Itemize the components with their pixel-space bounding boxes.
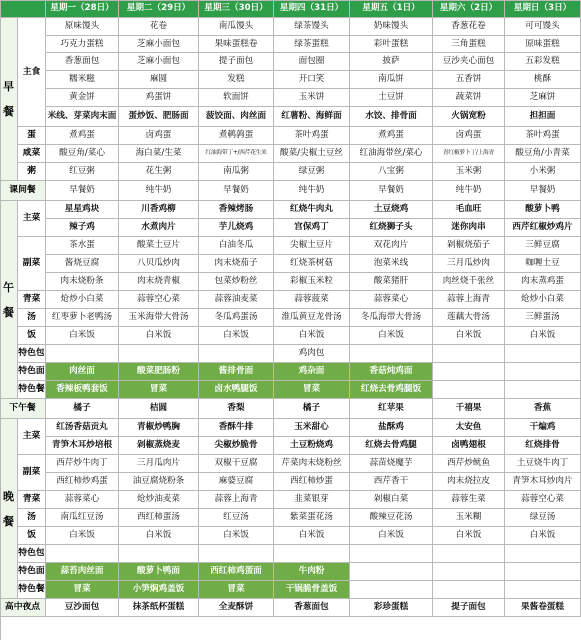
category-label: 青菜: [18, 491, 46, 509]
menu-item: 披萨: [350, 53, 433, 71]
menu-item: 迷你肉串: [433, 219, 505, 237]
menu-item: 纯牛奶: [433, 181, 505, 201]
menu-item: 小米粥: [505, 163, 581, 181]
menu-item: 西红柿鸡蛋面: [199, 563, 274, 581]
menu-item: 奶味馒头: [350, 18, 433, 36]
menu-item: 巧克力蛋糕: [46, 36, 119, 53]
menu-item: 蒜蓉空心菜: [119, 291, 199, 309]
menu-item: 蛋炒饭、肥肠面: [119, 107, 199, 127]
menu-item: 干煸鸡: [505, 419, 581, 437]
menu-item: 卤水鸭腿饭: [199, 381, 274, 399]
menu-item: 卤鸡蛋: [433, 127, 505, 145]
menu-item: 麻圆: [119, 71, 199, 89]
menu-item: 红豆粥: [46, 163, 119, 181]
menu-item: 担担面: [505, 107, 581, 127]
menu-item: 紫菜蛋花汤: [274, 509, 350, 527]
menu-item: 尖椒炒脆骨: [199, 437, 274, 455]
menu-item: 三鲜蛋汤: [505, 309, 581, 327]
menu-item: 全麦酥饼: [199, 599, 274, 617]
menu-item: 芝麻小面包: [119, 53, 199, 71]
menu-item: 彩椒玉米粒: [274, 273, 350, 291]
menu-item: 西芹炒牛肉丁: [46, 455, 119, 473]
menu-item: 白米饭: [433, 527, 505, 545]
menu-item: 酸萝卜鸭: [505, 201, 581, 219]
menu-item: 水饺、排骨面: [350, 107, 433, 127]
menu-item: 酸豆角/小青菜: [505, 145, 581, 163]
menu-item: 酱烧豆腐: [46, 255, 119, 273]
menu-item: 茶叶鸡蛋: [274, 127, 350, 145]
menu-item: 炝炒油麦菜: [119, 491, 199, 509]
menu-item: 土豆粉烧鸡: [274, 437, 350, 455]
menu-item: 南瓜红豆汤: [46, 509, 119, 527]
day-header: 星期日（3日）: [505, 0, 581, 18]
menu-item: 西芹红椒炒鸡片: [505, 219, 581, 237]
menu-item: 蒜蓉菜心: [350, 291, 433, 309]
menu-item: 软面饼: [199, 89, 274, 107]
menu-item: 原味蛋糕: [505, 36, 581, 53]
menu-item: 糯米糍: [46, 71, 119, 89]
menu-item: 剁椒蒸烧麦: [119, 437, 199, 455]
menu-item: 五香饼: [433, 71, 505, 89]
menu-item: 玉米甜心: [274, 419, 350, 437]
menu-item: 面包圈: [274, 53, 350, 71]
menu-item: [46, 345, 119, 363]
menu-item: 米线、芽菜肉末面: [46, 107, 119, 127]
menu-item: 肉末烧拉皮: [433, 473, 505, 491]
menu-item: 白米饭: [199, 527, 274, 545]
menu-item: 水煮肉片: [119, 219, 199, 237]
menu-item: 五彩发糕: [505, 53, 581, 71]
menu-item: 剁椒白菜: [350, 491, 433, 509]
menu-item: 原味馒头: [46, 18, 119, 36]
menu-item: [350, 545, 433, 563]
menu-item: 酸豆角/菜心: [46, 145, 119, 163]
day-header: 星期四（31日）: [274, 0, 350, 18]
category-label: 青菜: [18, 291, 46, 309]
category-label: 饭: [18, 327, 46, 345]
menu-item: 白米饭: [274, 327, 350, 345]
menu-item: 油豆腐烧粉条: [119, 473, 199, 491]
menu-item: 土豆烧牛肉丁: [505, 455, 581, 473]
menu-item: 白米饭: [46, 327, 119, 345]
menu-item: 韭菜银芽: [274, 491, 350, 509]
breakfast-label: 早 餐: [0, 18, 18, 181]
menu-item: 茶叶鸡蛋: [505, 127, 581, 145]
menu-item: 红油海带丁+/西芹花生米: [199, 145, 274, 163]
menu-item: [505, 545, 581, 563]
menu-item: 桃酥: [505, 71, 581, 89]
menu-item: 早餐奶: [350, 181, 433, 201]
menu-item: 蒜蓉菠菜: [274, 291, 350, 309]
menu-item: [119, 345, 199, 363]
menu-item: 西红柿蛋汤: [119, 509, 199, 527]
menu-item: 白米饭: [350, 327, 433, 345]
lunch-label: 午 餐: [0, 201, 18, 399]
category-label: 蛋: [18, 127, 46, 145]
day-header: 星期五（1日）: [350, 0, 433, 18]
menu-item: 白米饭: [199, 327, 274, 345]
day-header: 星期六（2日）: [433, 0, 505, 18]
menu-item: 卤鸡蛋: [119, 127, 199, 145]
menu-item: 果味蛋糕卷: [199, 36, 274, 53]
menu-item: 三月瓜炒肉: [433, 255, 505, 273]
category-label: 粥: [18, 163, 46, 181]
category-label: 特色餐: [18, 581, 46, 599]
menu-item: 红油海带丝/菜心: [350, 145, 433, 163]
day-header: 星期一（28日）: [46, 0, 119, 18]
menu-item: [433, 381, 505, 399]
menu-item: 火锅宽粉: [433, 107, 505, 127]
menu-item: 酸辣豆花汤: [350, 509, 433, 527]
menu-item: [433, 581, 505, 599]
menu-item: 香蕉: [505, 399, 581, 419]
menu-item: 白米饭: [350, 527, 433, 545]
menu-item: 土豆烧鸡: [350, 201, 433, 219]
menu-item: 冬瓜海带大骨汤: [350, 309, 433, 327]
menu-item: [433, 363, 505, 381]
menu-item: 桔圆: [119, 399, 199, 419]
afternoon-label: 下午餐: [0, 399, 46, 419]
menu-item: 肉丝烧千张丝: [433, 273, 505, 291]
menu-item: 炝炒小白菜: [505, 291, 581, 309]
category-label: 汤: [18, 309, 46, 327]
menu-item: 酸菜/尖椒土豆丝: [274, 145, 350, 163]
menu-item: 红烧去骨鸡腿饭: [350, 381, 433, 399]
menu-item: 肉丝面: [46, 363, 119, 381]
snack-label: 课间餐: [0, 181, 46, 201]
menu-item: 蒜蓉上海青: [199, 491, 274, 509]
menu-item: 抹茶纸杯蛋糕: [119, 599, 199, 617]
menu-item: 绿茶蛋糕: [274, 36, 350, 53]
menu-item: 西红柿炒蛋: [274, 473, 350, 491]
menu-item: [433, 345, 505, 363]
menu-item: 双花肉片: [350, 237, 433, 255]
menu-item: [199, 345, 274, 363]
menu-item: [350, 581, 433, 599]
day-header: 星期二（29日）: [119, 0, 199, 18]
menu-item: 鸡杂面: [274, 363, 350, 381]
menu-item: 香梨: [199, 399, 274, 419]
menu-item: 绿茶馒头: [274, 18, 350, 36]
menu-item: [350, 345, 433, 363]
menu-item: [433, 563, 505, 581]
menu-item: 彩珍蛋糕: [350, 599, 433, 617]
menu-item: 花卷: [119, 18, 199, 36]
menu-item: 早餐奶: [199, 181, 274, 201]
menu-item: 发糕: [199, 71, 274, 89]
menu-item: 剁椒烧茄子: [433, 237, 505, 255]
menu-item: 肉末烧茄子: [199, 255, 274, 273]
menu-item: 宫保鸡丁: [274, 219, 350, 237]
menu-item: 白米饭: [119, 527, 199, 545]
menu-item: 酸萝卜鸭面: [119, 563, 199, 581]
night-label: 高中夜点: [0, 599, 46, 617]
menu-item: 白米饭: [119, 327, 199, 345]
menu-item: 煮鸡蛋: [46, 127, 119, 145]
menu-item: 青笋木耳炒培根: [46, 437, 119, 455]
menu-item: 冒菜: [46, 581, 119, 599]
menu-item: 纯牛奶: [119, 181, 199, 201]
menu-item: 蒜蓉油麦菜: [199, 291, 274, 309]
menu-item: 南瓜饼: [350, 71, 433, 89]
menu-item: 酱排骨面: [199, 363, 274, 381]
category-label: 主菜: [18, 201, 46, 237]
menu-item: 麻婆豆腐: [199, 473, 274, 491]
menu-item: 泡菜米线: [350, 255, 433, 273]
menu-item: 千禧果: [433, 399, 505, 419]
menu-item: 干锅脆骨盖饭: [274, 581, 350, 599]
menu-item: 毛血旺: [433, 201, 505, 219]
category-label: 饭: [18, 527, 46, 545]
menu-item: 白米饭: [46, 527, 119, 545]
menu-item: 蒜蓉菜心: [46, 491, 119, 509]
category-label: 特色面: [18, 363, 46, 381]
menu-item: 纯牛奶: [274, 181, 350, 201]
menu-item: 蒜苗烧魔芋: [350, 455, 433, 473]
menu-item: 白米饭: [505, 327, 581, 345]
menu-item: 玉米粥: [433, 163, 505, 181]
menu-item: [274, 545, 350, 563]
menu-item: 煮鸡蛋: [350, 127, 433, 145]
category-label: 特色餐: [18, 381, 46, 399]
category-label: 主菜: [18, 419, 46, 455]
menu-item: 鸡肉包: [274, 345, 350, 363]
menu-item: [433, 545, 505, 563]
menu-item: 尖椒土豆片: [274, 237, 350, 255]
menu-item: 白油冬瓜: [199, 237, 274, 255]
menu-item: 红枣萝卜老鸭汤: [46, 309, 119, 327]
menu-item: 三角蛋糕: [433, 36, 505, 53]
menu-item: 西芹香干: [350, 473, 433, 491]
menu-item: 芝麻小面包: [119, 36, 199, 53]
menu-item: 豆沙面包: [46, 599, 119, 617]
menu-item: 星星鸡块: [46, 201, 119, 219]
menu-item: 辣子鸡: [46, 219, 119, 237]
menu-item: 果酱卷蛋糕: [505, 599, 581, 617]
menu-item: 西红柿炒鸡蛋: [46, 473, 119, 491]
menu-item: [199, 545, 274, 563]
menu-item: [505, 581, 581, 599]
menu-item: 红烧茶树菇: [274, 255, 350, 273]
menu-item: 冒菜: [119, 381, 199, 399]
menu-item: 黄金饼: [46, 89, 119, 107]
menu-item: 酸菜猪肝: [350, 273, 433, 291]
menu-item: 香辣烤肠: [199, 201, 274, 219]
menu-item: 南瓜粥: [199, 163, 274, 181]
menu-item: 盐酥鸡: [350, 419, 433, 437]
menu-item: 双椒干豆腐: [199, 455, 274, 473]
menu-item: 蒜苔肉丝面: [46, 563, 119, 581]
menu-item: 小笋焖鸡盖饭: [119, 581, 199, 599]
menu-item: [46, 545, 119, 563]
menu-item: 肉末蒸鸡蛋: [505, 273, 581, 291]
menu-item: 八宝粥: [350, 163, 433, 181]
menu-item: 红豆汤: [199, 509, 274, 527]
menu-item: 蒜蓉生菜: [433, 491, 505, 509]
menu-item: 卤鸭翅根: [433, 437, 505, 455]
menu-item: 冒菜: [199, 581, 274, 599]
menu-item: 香葱花卷: [433, 18, 505, 36]
header-corner: [0, 0, 46, 18]
menu-item: 芝麻饼: [505, 89, 581, 107]
menu-item: 红烧狮子头: [350, 219, 433, 237]
menu-item: 香葱面包: [274, 599, 350, 617]
menu-item: 鸡蛋饼: [119, 89, 199, 107]
menu-item: 彩叶蛋糕: [350, 36, 433, 53]
menu-item: 红苹果: [350, 399, 433, 419]
menu-item: 白米饭: [274, 527, 350, 545]
menu-item: 红汤香菇贡丸: [46, 419, 119, 437]
menu-item: 土豆饼: [350, 89, 433, 107]
menu-item: 蔬菜饼: [433, 89, 505, 107]
menu-item: [119, 545, 199, 563]
menu-item: 可可馒头: [505, 18, 581, 36]
dinner-label: 晚 餐: [0, 419, 18, 599]
menu-item: 三鲜豆腐: [505, 237, 581, 255]
menu-item: 炝炒小白菜: [46, 291, 119, 309]
category-label: 副菜: [18, 237, 46, 291]
menu-item: 冒菜: [274, 381, 350, 399]
menu-item: 绿豆粥: [274, 163, 350, 181]
menu-item: 香酥牛排: [199, 419, 274, 437]
category-label: 汤: [18, 509, 46, 527]
category-label: 主食: [18, 18, 46, 127]
menu-item: 白米饭: [505, 527, 581, 545]
menu-item: 豆沙夹心面包: [433, 53, 505, 71]
menu-item: 香菇炖鸡面: [350, 363, 433, 381]
menu-item: 橘子: [46, 399, 119, 419]
menu-item: 芋儿烧鸡: [199, 219, 274, 237]
menu-item: 青笋木耳炒肉片: [505, 473, 581, 491]
category-label: 特色面: [18, 563, 46, 581]
menu-item: 早餐奶: [505, 181, 581, 201]
menu-item: 酸菜肥肠粉: [119, 363, 199, 381]
menu-item: 红薯粉、海鲜面: [274, 107, 350, 127]
menu-item: 西芹炒鱿鱼: [433, 455, 505, 473]
menu-item: 莲藕大骨汤: [433, 309, 505, 327]
menu-item: 八贝瓜炒肉: [119, 255, 199, 273]
menu-item: 菠饺面、肉丝面: [199, 107, 274, 127]
menu-item: 包菜炒粉丝: [199, 273, 274, 291]
menu-item: 提子面包: [433, 599, 505, 617]
menu-item: 蒜蓉上海青: [433, 291, 505, 309]
menu-item: 茶水蛋: [46, 237, 119, 255]
menu-item: 绿豆汤: [505, 509, 581, 527]
menu-item: 牛肉粉: [274, 563, 350, 581]
menu-item: 三月瓜肉片: [119, 455, 199, 473]
menu-item: 红烧排骨: [505, 437, 581, 455]
menu-item: 肉末烧青椒: [119, 273, 199, 291]
menu-item: 淮瓜黄豆龙骨汤: [274, 309, 350, 327]
menu-item: 蒜蓉空心菜: [505, 491, 581, 509]
day-header: 星期三（30日）: [199, 0, 274, 18]
menu-item: [505, 381, 581, 399]
menu-item: 红烧牛肉丸: [274, 201, 350, 219]
category-label: 副菜: [18, 455, 46, 491]
category-label: 咸菜: [18, 145, 46, 163]
menu-item: 玉米饼: [274, 89, 350, 107]
menu-item: 咖喱土豆: [505, 255, 581, 273]
category-label: 特色包: [18, 545, 46, 563]
menu-item: 煮鹌鹑蛋: [199, 127, 274, 145]
menu-item: 白米饭: [433, 327, 505, 345]
menu-item: 香辣板鸭套饭: [46, 381, 119, 399]
menu-item: [505, 363, 581, 381]
menu-item: 红烧去骨鸡腿: [350, 437, 433, 455]
menu-item: 太安鱼: [433, 419, 505, 437]
menu-item: 南瓜馒头: [199, 18, 274, 36]
menu-item: 青椒炒鸭胸: [119, 419, 199, 437]
menu-item: 橘子: [274, 399, 350, 419]
menu-item: 芹菜肉末烧粉丝: [274, 455, 350, 473]
menu-item: 肉末烧粉条: [46, 273, 119, 291]
menu-item: 香葱面包: [46, 53, 119, 71]
menu-item: [350, 563, 433, 581]
menu-item: 早餐奶: [46, 181, 119, 201]
menu-item: 酸菜土豆片: [119, 237, 199, 255]
menu-item: [505, 563, 581, 581]
menu-item: 川香鸡柳: [119, 201, 199, 219]
menu-item: 青红椒萝卜丁/上海青: [433, 145, 505, 163]
menu-item: 花生粥: [119, 163, 199, 181]
menu-item: [505, 345, 581, 363]
menu-item: 玉米海带大骨汤: [119, 309, 199, 327]
menu-item: 玉米糊: [433, 509, 505, 527]
menu-item: 冬瓜鸡蛋汤: [199, 309, 274, 327]
category-label: 特色包: [18, 345, 46, 363]
menu-item: 开口笑: [274, 71, 350, 89]
menu-item: 提子面包: [199, 53, 274, 71]
menu-item: 海白菜/生菜: [119, 145, 199, 163]
